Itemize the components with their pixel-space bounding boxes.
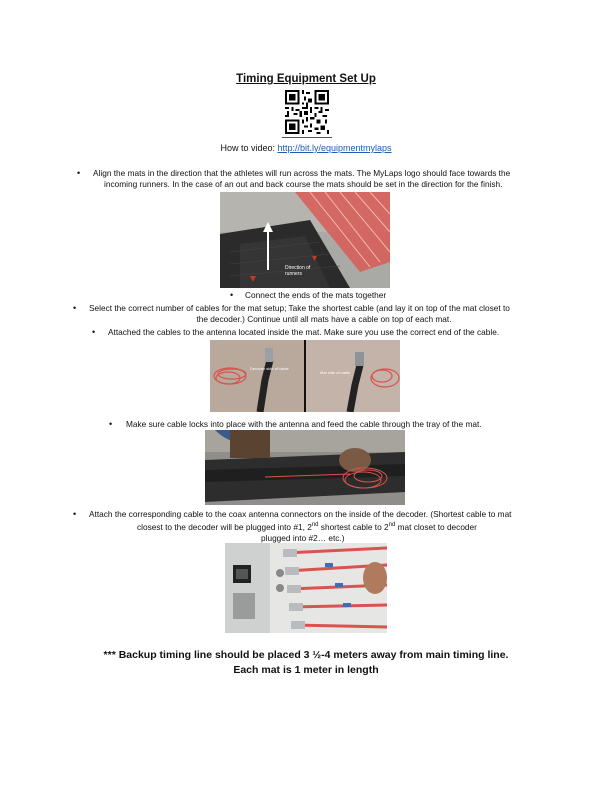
step-select-line2: the decoder.) Continue until all mats have a cable on top of each mat. <box>196 314 452 324</box>
qr-code[interactable] <box>285 90 329 134</box>
howto-label: How to video: <box>220 143 278 153</box>
step-align-line2: incoming runners. In the case of an out and back course the mats should be set in the direction for the finish. <box>104 179 503 189</box>
coax-line2-part1: closest to the decoder will be plugged into #1, 2 <box>137 521 312 532</box>
bullet-dot: • <box>77 168 81 178</box>
photo1-label-line1: Direction of <box>285 265 311 271</box>
step-coax-line2 <box>89 520 569 533</box>
bullet-dot: • <box>109 419 113 429</box>
step-align-line1: Align the mats in the direction that the athletes will run across the mats. The MyLaps logo should face towards the <box>93 168 511 178</box>
divider <box>282 137 332 138</box>
step-align <box>93 168 563 190</box>
coax-sup-2: nd <box>388 522 396 528</box>
bullet-dot: • <box>73 509 77 519</box>
page-title: Timing Equipment Set Up <box>236 73 376 85</box>
step-select <box>89 303 569 325</box>
step-coax-line3: plugged into #2… etc.) <box>261 532 345 543</box>
step-select-line1: Select the correct number of cables for the mat setup; Take the shortest cable (and lay it on top of the mat closet to <box>89 303 510 313</box>
photo-cable-ends <box>210 340 400 412</box>
bullet-dot: • <box>92 327 96 337</box>
step-cable-locks: Make sure cable locks into place with the antenna and feed the cable through the tray of the mat. <box>126 419 482 429</box>
bullet-dot: • <box>230 290 234 300</box>
bullet-dot: • <box>73 303 77 313</box>
step-coax <box>89 509 569 544</box>
coax-line2-part2: shortest cable to 2 <box>318 521 389 532</box>
photo2-decoder-side-label: Decoder side of cable <box>250 366 289 371</box>
coax-line2-part3: mat closet to decoder <box>395 521 477 532</box>
step-attach-antenna: Attached the cables to the antenna located inside the mat. Make sure you use the correct end of the cable. <box>108 327 500 337</box>
coax-sup-1: nd <box>311 522 319 528</box>
howto-line <box>0 143 612 153</box>
step-coax-line1: Attach the corresponding cable to the coax antenna connectors on the inside of the decoder. (Shortest cable to mat <box>89 509 512 519</box>
step-connect: Connect the ends of the mats together <box>245 290 387 300</box>
photo-cable-tray <box>205 430 405 505</box>
backup-line-note: *** Backup timing line should be placed 3 ½-4 meters away from main timing line. <box>103 649 509 661</box>
photo-decoder-connectors <box>225 543 387 633</box>
photo1-label-line2: runners <box>285 271 302 277</box>
howto-video-link[interactable]: http://bit.ly/equipmentmylaps <box>277 143 392 153</box>
photo2-mat-side-label: Mat side of cable <box>320 370 351 375</box>
photo-mat-direction <box>220 192 390 288</box>
mat-length-note: Each mat is 1 meter in length <box>233 664 379 676</box>
